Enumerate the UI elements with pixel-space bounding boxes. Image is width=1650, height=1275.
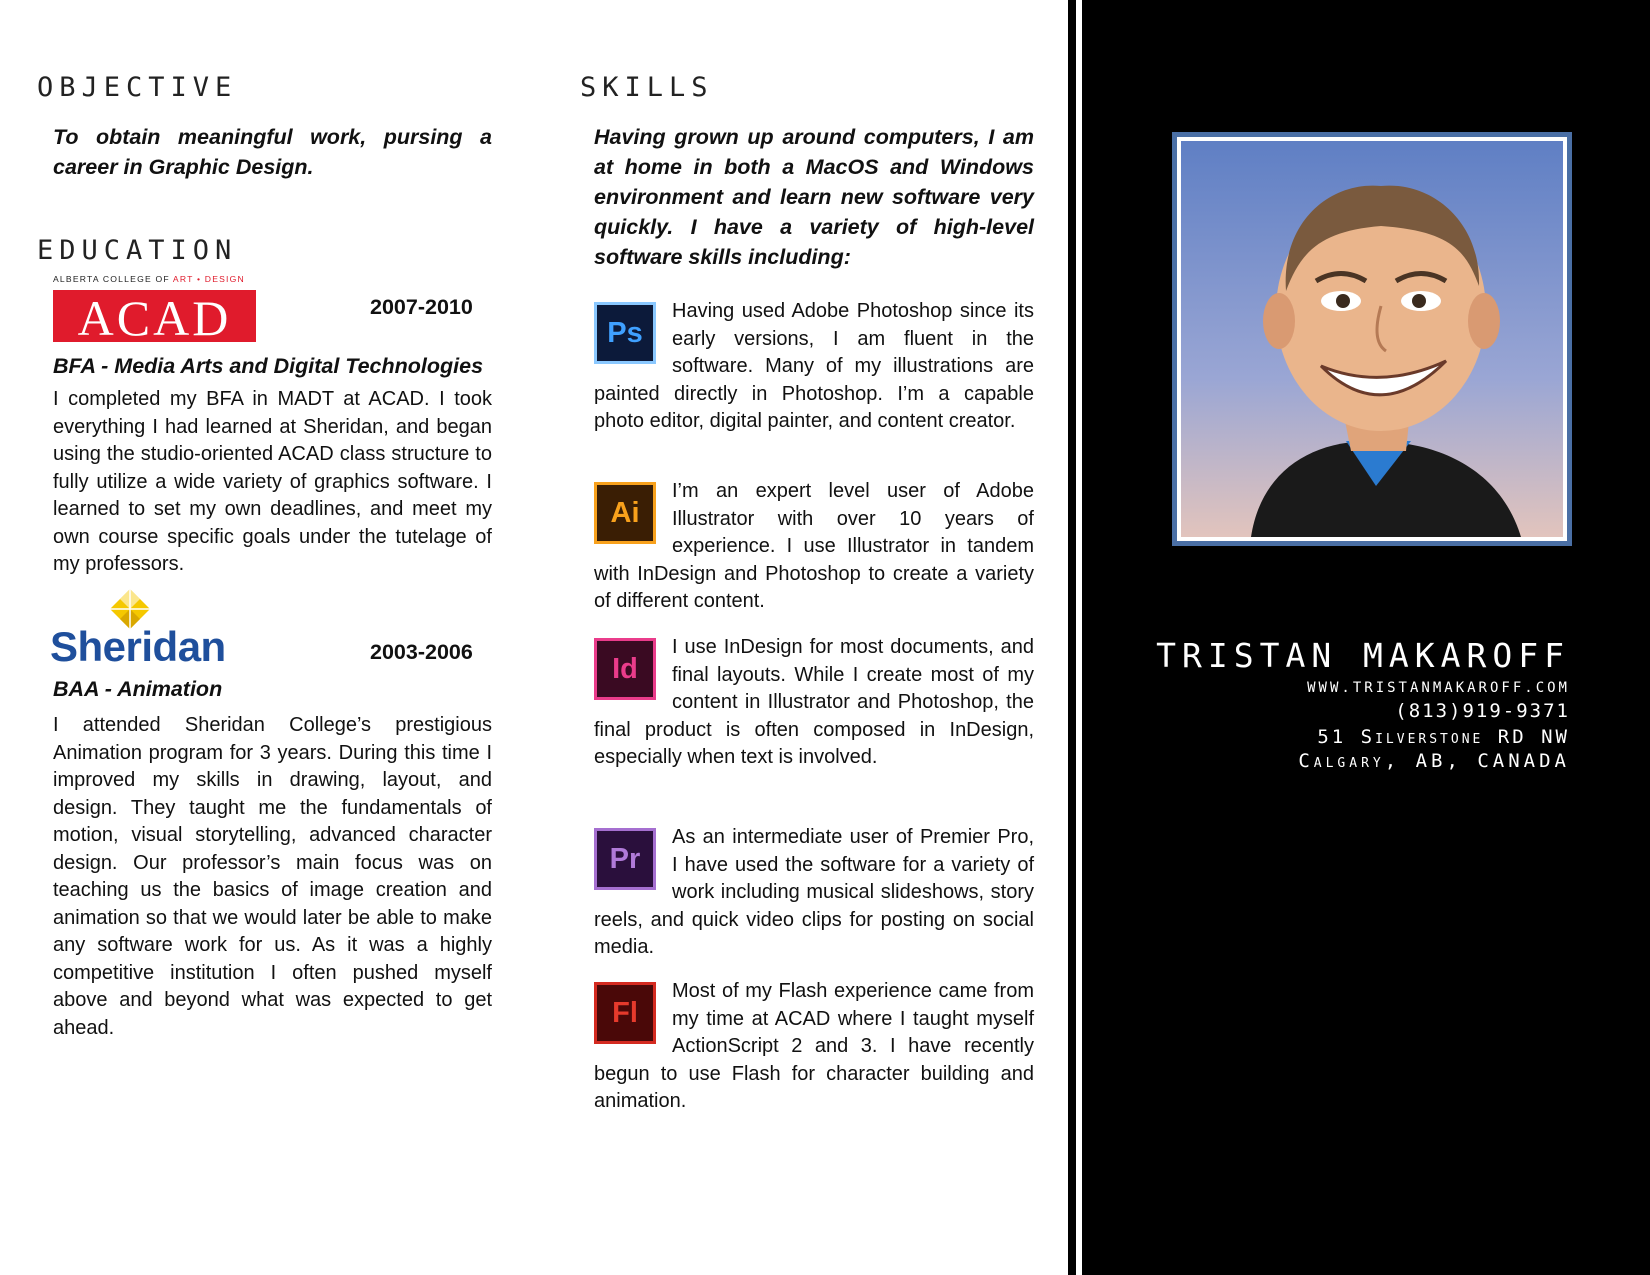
skill-premiere <box>594 824 1034 962</box>
illustrator-icon: Ai <box>594 482 656 544</box>
contact-name: TRISTAN MAKAROFF <box>1156 636 1570 675</box>
flash-icon: Fl <box>594 982 656 1044</box>
acad-description: I completed my BFA in MADT at ACAD. I took everything I had learned at Sheridan, and began using the studio-oriented ACAD class structure to fully utilize a wide variety of graphics software. I learned to set my own deadlines, and meet my own course specific goals under the tutelage of my professors. <box>53 388 492 575</box>
indesign-icon: Id <box>594 638 656 700</box>
premiere-icon: Pr <box>594 828 656 890</box>
skill-photoshop-text: Having used Adobe Photoshop since its early versions, I am fluent in the software. Many of my illustrations are painted directly in Photoshop. I’m a capable photo editor, digital painter, and content creator. <box>594 300 1034 432</box>
skill-illustrator-text: I’m an expert level user of Adobe Illustrator with over 10 years of experience. I use Illustrator in tandem with InDesign and Photoshop to create a variety of different content. <box>594 480 1034 612</box>
skill-premiere-text: As an intermediate user of Premier Pro, I have used the software for a variety of work including musical slideshows, story reels, and quick video clips for posting on social media. <box>594 826 1034 958</box>
acad-degree: BFA - Media Arts and Digital Technologies <box>53 354 484 378</box>
sheridan-description: I attended Sheridan College’s prestigious Animation program for 3 years. During this time I improved my skills in drawing, layout, and design. They taught me the fundamentals of motion, visual storytelling, advanced character design. Our professor’s main focus was on teaching us the basics of image creation and animation so that we would later be able to make any software work for us. As it was a highly competitive institution I often pushed myself above and beyond what was expected to get ahead. <box>53 714 492 1039</box>
divider-line <box>1082 0 1090 1275</box>
sheridan-years: 2003-2006 <box>370 640 473 664</box>
skill-illustrator <box>594 478 1034 616</box>
skills-heading: SKILLS <box>580 72 714 103</box>
objective-heading: OBJECTIVE <box>37 72 238 103</box>
skill-indesign-text: I use InDesign for most documents, and final layouts. While I create most of my content in Illustrator and Photoshop, the final product is often composed in InDesign, especially when text is involved. <box>594 636 1034 768</box>
skills-intro: Having grown up around computers, I am at home in both a MacOS and Windows environment and learn new software very quickly. I have a variety of high-level software skills including: <box>594 125 1034 269</box>
acad-logo-caption: ALBERTA COLLEGE OF ART • DESIGN <box>53 274 245 284</box>
sheridan-logo <box>50 587 250 672</box>
skill-flash-text: Most of my Flash experience came from my time at ACAD where I taught myself ActionScript 2 and 3. I have recently begun to use Flash for character building and animation. <box>594 980 1034 1112</box>
photoshop-icon: Ps <box>594 302 656 364</box>
acad-logo <box>53 274 256 346</box>
acad-logo-word: ACAD <box>53 290 256 342</box>
caricature-portrait-image <box>1181 141 1563 537</box>
portrait-frame <box>1172 132 1572 546</box>
skill-indesign <box>594 634 1034 772</box>
skill-flash <box>594 978 1034 1116</box>
education-heading: EDUCATION <box>37 235 238 266</box>
contact-website-link[interactable]: WWW.TRISTANMAKAROFF.COM <box>1307 680 1570 696</box>
contact-phone: (813)919-9371 <box>1395 700 1570 722</box>
divider-line <box>1068 0 1076 1275</box>
sheridan-logo-word: Sheridan <box>50 623 226 670</box>
skill-photoshop <box>594 298 1034 436</box>
objective-text: To obtain meaningful work, pursing a career in Graphic Design. <box>53 125 492 179</box>
acad-years: 2007-2010 <box>370 295 473 319</box>
contact-address-line1: 51 Silverstone RD NW <box>1317 726 1570 748</box>
contact-address-line2: Calgary, AB, CANADA <box>1298 750 1570 772</box>
sheridan-degree: BAA - Animation <box>53 677 223 701</box>
